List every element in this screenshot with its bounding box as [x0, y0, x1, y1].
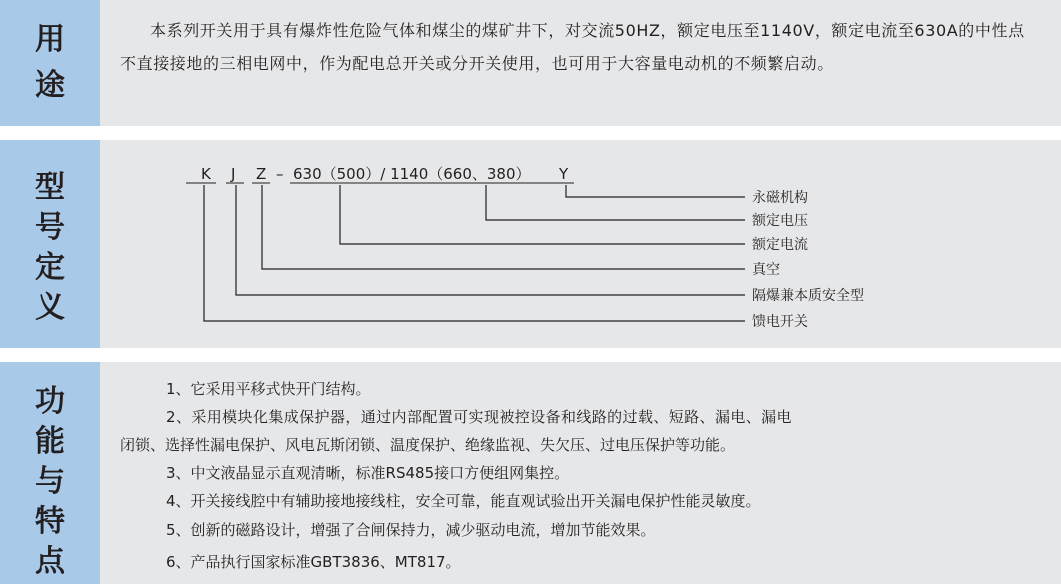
- code-part-ratings: 630（500）/ 1140（660、380）: [293, 165, 531, 183]
- model-label-char-4: 义: [35, 290, 65, 325]
- feature-item-1: 1、它采用平移式快开门结构。: [166, 380, 371, 398]
- connector-feeder: [204, 185, 745, 321]
- meaning-rated-voltage: 额定电压: [752, 213, 808, 229]
- features-label-char-1: 功: [35, 384, 65, 419]
- usage-paragraph: 本系列开关用于具有爆炸性危险气体和煤尘的煤矿井下，对交流50HZ，额定电压至1140V，额定电流至630A的中性点不直接接地的三相电网中，作为配电总开关或分开关使用，也可用于大容量电动机的不频繁启动。: [120, 21, 1025, 73]
- features-section: [0, 362, 1061, 584]
- features-label-char-4: 特: [35, 504, 65, 539]
- features-label-char-2: 能: [35, 424, 65, 459]
- features-label-column: [0, 362, 100, 584]
- connector-explosion: [236, 185, 745, 295]
- connector-voltage: [486, 185, 745, 220]
- connector-y: [566, 185, 745, 197]
- usage-label-char-1: 用: [35, 22, 65, 57]
- features-label-char-3: 与: [35, 464, 65, 499]
- feature-item-5: 5、创新的磁路设计，增强了合闸保持力，减少驱动电流，增加节能效果。: [166, 521, 656, 539]
- meaning-explosion-proof: 隔爆兼本质安全型: [752, 288, 864, 304]
- connector-lines: [204, 185, 745, 321]
- model-label-char-2: 号: [35, 210, 65, 245]
- meaning-rated-current: 额定电流: [752, 237, 808, 253]
- meaning-feeder-switch: 馈电开关: [752, 314, 808, 330]
- model-section: [0, 140, 1061, 348]
- usage-label-column: [0, 0, 100, 126]
- features-label-char-5: 点: [35, 544, 65, 579]
- feature-item-4: 4、开关接线腔中有辅助接地接线柱，安全可靠，能直观试验出开关漏电保护性能灵敏度。: [166, 492, 761, 510]
- feature-item-2-cont: 闭锁、选择性漏电保护、风电瓦斯闭锁、温度保护、绝缘监视、失欠压、过电压保护等功能。: [120, 436, 736, 454]
- connector-current: [340, 185, 745, 244]
- code-part-z: Z: [256, 165, 267, 183]
- features-list: [120, 362, 1050, 584]
- meaning-permanent-magnet: 永磁机构: [752, 190, 808, 206]
- code-part-k: K: [201, 165, 211, 183]
- usage-label-char-2: 途: [35, 68, 65, 103]
- feature-item-6: 6、产品执行国家标准GBT3836、MT817。: [166, 553, 461, 571]
- usage-section: [0, 0, 1061, 126]
- code-part-j: J: [231, 165, 236, 183]
- connector-vacuum: [262, 185, 745, 269]
- model-label-char-3: 定: [35, 250, 65, 285]
- model-label-char-1: 型: [35, 170, 65, 205]
- code-part-y: Y: [559, 165, 569, 183]
- feature-item-3: 3、中文液晶显示直观清晰，标准RS485接口方便组网集控。: [166, 464, 570, 482]
- code-part-dash: –: [276, 165, 284, 183]
- feature-item-2: 2、采用模块化集成保护器，通过内部配置可实现被控设备和线路的过载、短路、漏电、漏电: [166, 408, 792, 426]
- model-diagram: [0, 140, 1061, 348]
- meaning-vacuum: 真空: [752, 262, 780, 278]
